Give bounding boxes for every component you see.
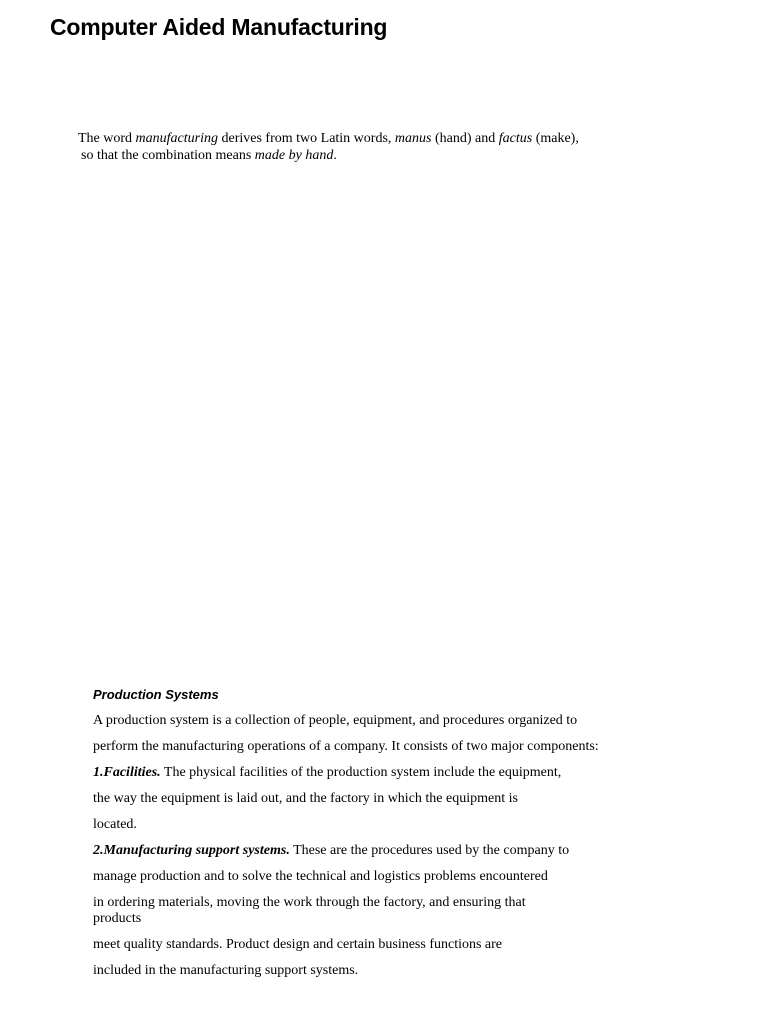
intro-emphasis: made by hand [254,148,334,163]
body-line: the way the equipment is laid out, and the factory in which the equipment is [93,791,518,806]
body-line: in ordering materials, moving the work through the factory, and ensuring that [93,895,526,910]
intro-emphasis: factus [498,131,533,146]
body-line [93,764,733,790]
list-term: 2.Manufacturing support systems. [93,843,290,858]
intro-emphasis: manus [394,131,432,146]
intro-text: (hand) and [431,131,499,146]
intro-line-1 [78,130,579,147]
body-line: products [93,911,142,926]
intro-text: derives from two Latin words, [218,131,395,146]
intro-paragraph [78,130,579,164]
intro-line-2 [78,147,579,164]
body-line: included in the manufacturing support systems. [93,963,359,978]
body-line: perform the manufacturing operations of a company. It consists of two major components: [93,739,599,754]
page-title: Computer Aided Manufacturing [50,14,388,40]
intro-emphasis: manufacturing [135,131,218,146]
intro-text: The word [78,131,136,146]
body-line: located. [93,817,137,832]
body-line: A production system is a collection of people, equipment, and procedures organized to [93,713,578,728]
body-text: These are the procedures used by the company to [289,843,570,858]
body-line [93,842,733,868]
body-line: manage production and to solve the technical and logistics problems encountered [93,869,548,884]
body-text: The physical facilities of the production system include the equipment, [160,765,562,780]
intro-text: so that the combination means [81,148,255,163]
body-line: meet quality standards. Product design and certain business functions are [93,937,503,952]
section-heading: Production Systems [93,687,219,702]
production-systems-section [93,686,733,988]
list-term: 1.Facilities. [93,765,161,780]
intro-text: (make), [532,131,579,146]
intro-text: . [333,148,337,163]
